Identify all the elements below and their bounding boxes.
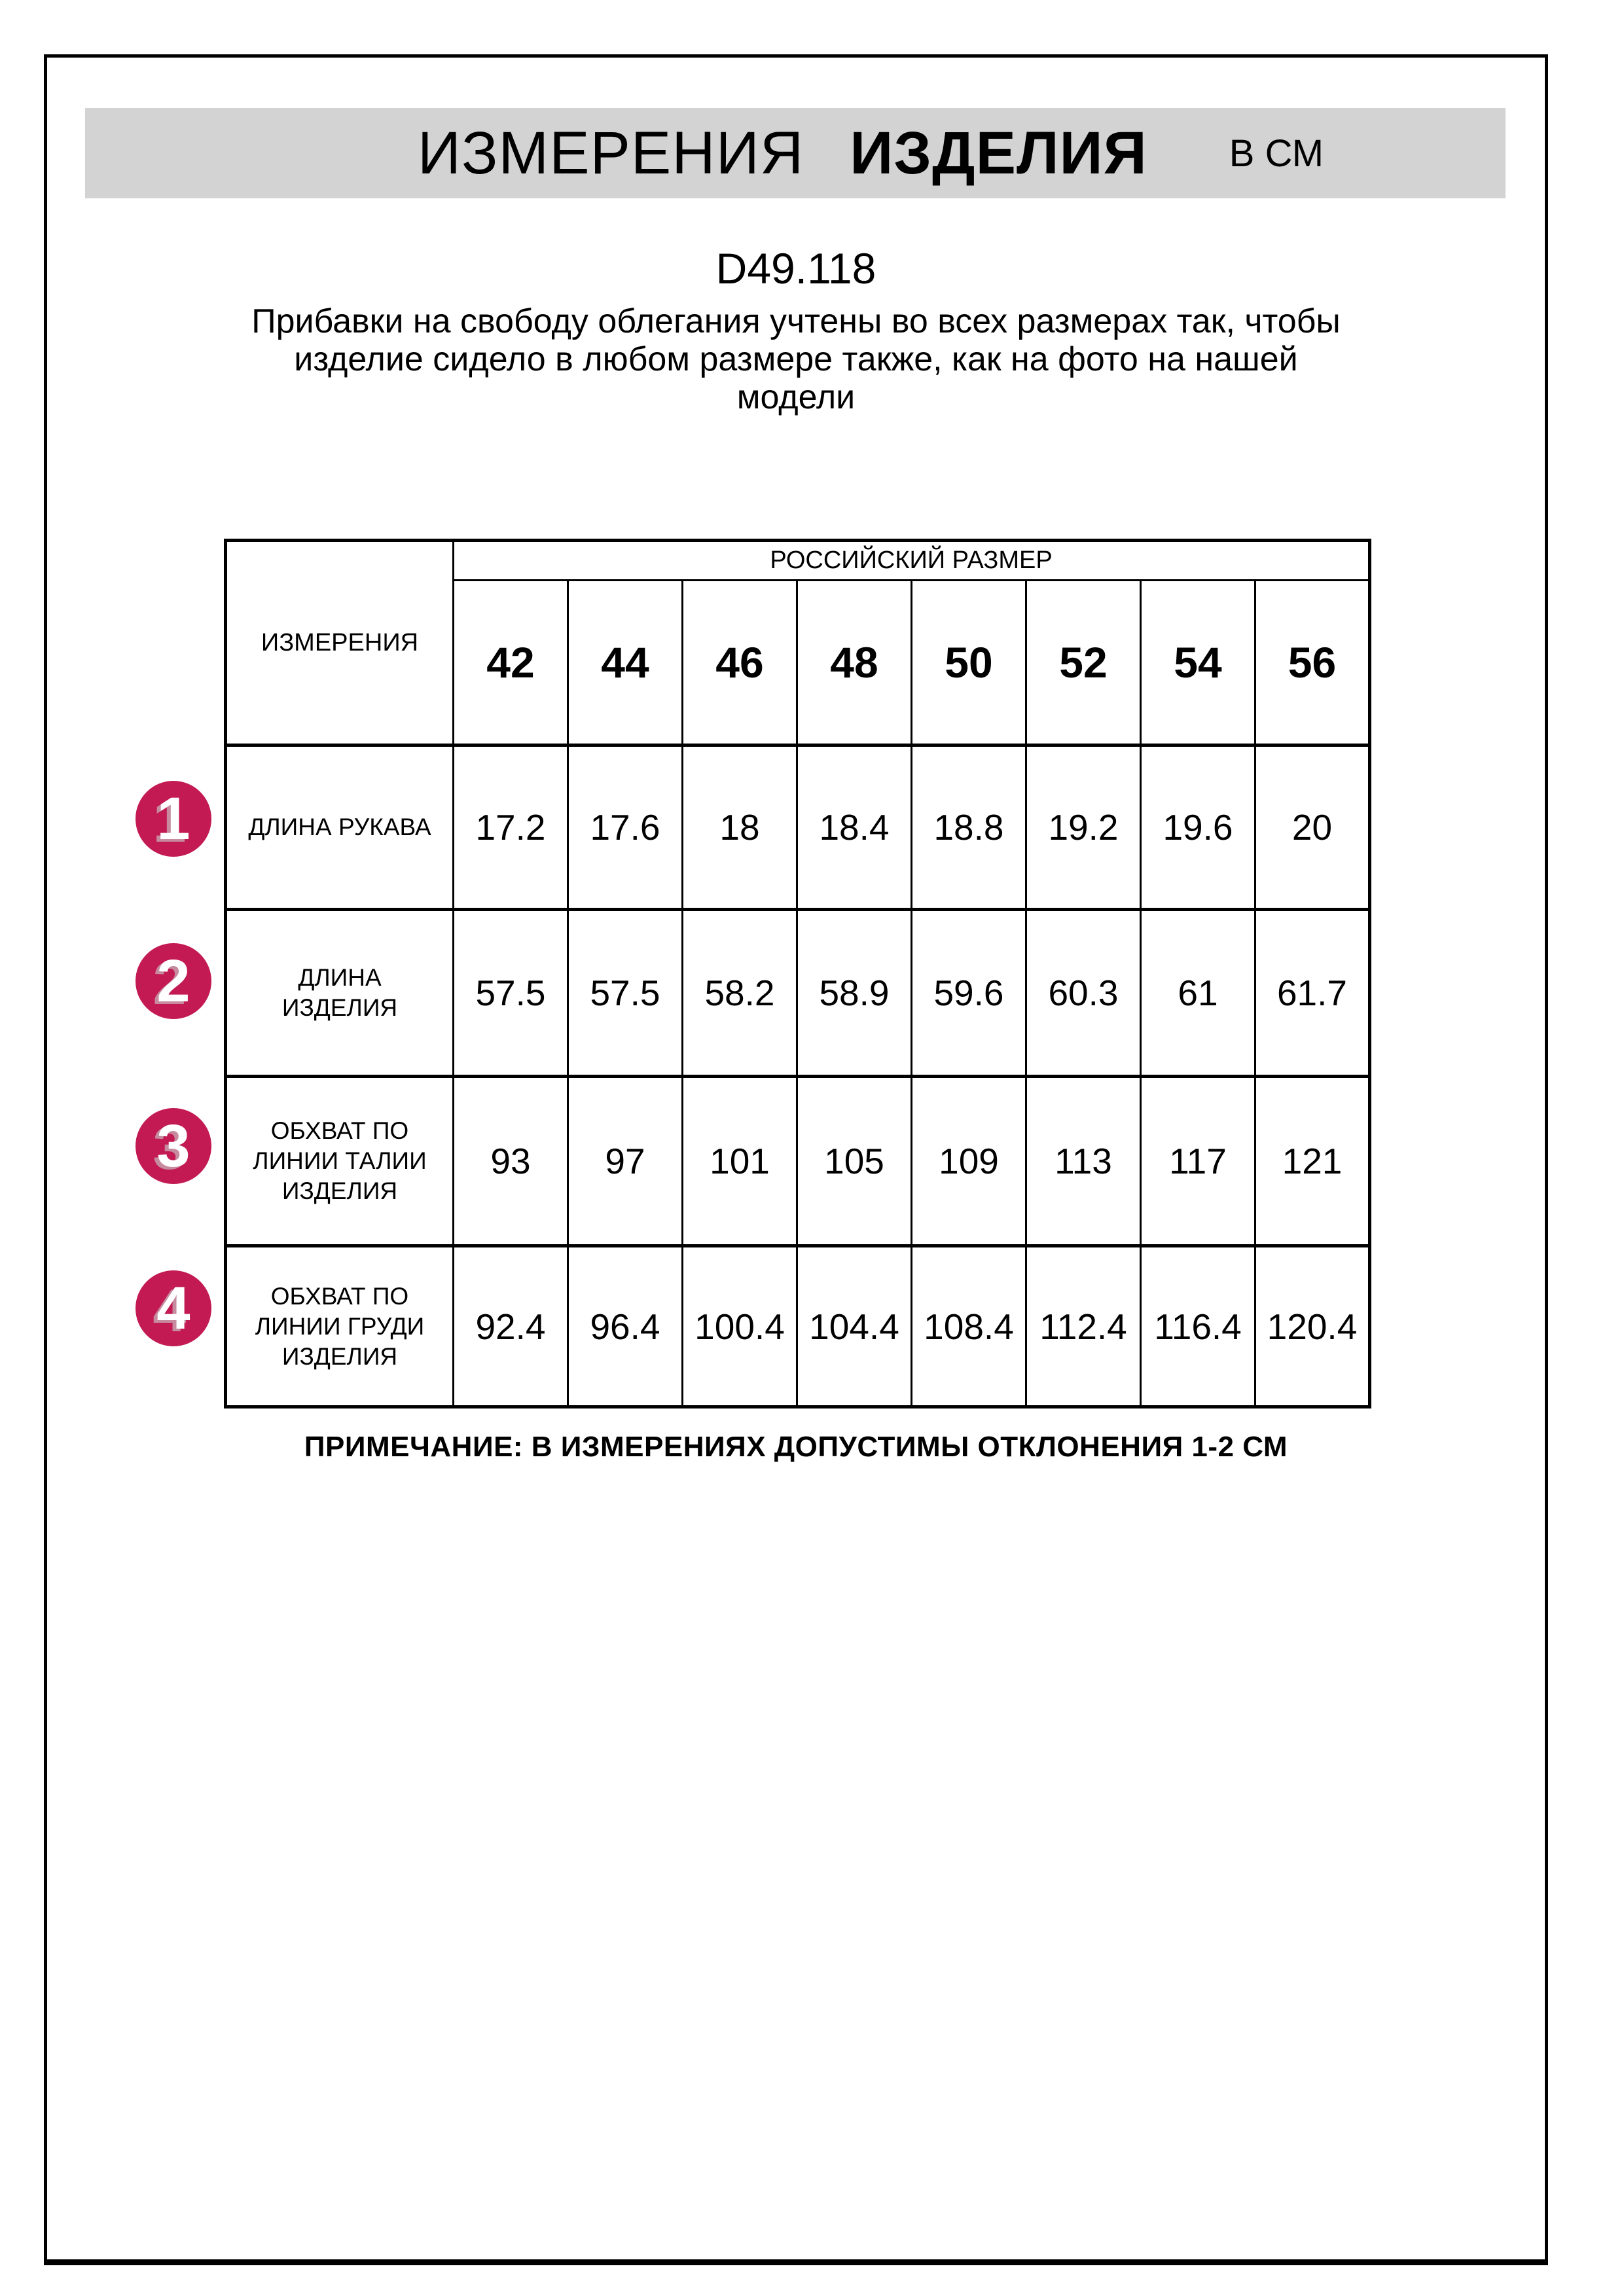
value-cell: 116.4 <box>1141 1246 1255 1407</box>
value-cell: 17.2 <box>454 745 568 910</box>
size-header-cell: 44 <box>568 581 683 745</box>
measurements-table <box>224 539 1371 1408</box>
value-cell: 18.4 <box>797 745 912 910</box>
size-header-cell: 48 <box>797 581 912 745</box>
value-cell: 100.4 <box>683 1246 797 1407</box>
value-cell: 104.4 <box>797 1246 912 1407</box>
row-number-badge: 1 <box>135 781 211 857</box>
value-cell: 113 <box>1026 1077 1141 1246</box>
value-cell: 108.4 <box>912 1246 1026 1407</box>
row-number-badge: 3 <box>135 1108 211 1184</box>
value-cell: 112.4 <box>1026 1246 1141 1407</box>
value-cell: 18.8 <box>912 745 1026 910</box>
value-cell: 18 <box>683 745 797 910</box>
table-row-size-group <box>226 541 1370 581</box>
value-cell: 93 <box>454 1077 568 1246</box>
size-header-cell: 52 <box>1026 581 1141 745</box>
value-cell: 19.2 <box>1026 745 1141 910</box>
size-header-cell: 56 <box>1255 581 1370 745</box>
row-number-badge: 4 <box>135 1270 211 1346</box>
value-cell: 121 <box>1255 1077 1370 1246</box>
value-cell: 19.6 <box>1141 745 1255 910</box>
value-cell: 105 <box>797 1077 912 1246</box>
product-code: D49.118 <box>715 244 876 293</box>
title-banner <box>85 108 1506 198</box>
value-cell: 57.5 <box>568 910 683 1077</box>
value-cell: 109 <box>912 1077 1026 1246</box>
page-title-emphasis: ИЗДЕЛИЯ <box>850 119 1147 187</box>
value-cell: 60.3 <box>1026 910 1141 1077</box>
row-label: ДЛИНА РУКАВА <box>226 745 454 910</box>
value-cell: 20 <box>1255 745 1370 910</box>
row-label: ОБХВАТ ПО ЛИНИИ ТАЛИИ ИЗДЕЛИЯ <box>226 1077 454 1246</box>
row-number-badge: 2 <box>135 943 211 1019</box>
table-row <box>226 1246 1370 1407</box>
value-cell: 101 <box>683 1077 797 1246</box>
value-cell: 97 <box>568 1077 683 1246</box>
size-header-cell: 50 <box>912 581 1026 745</box>
fit-description: Прибавки на свободу облегания учтены во всех размерах так, чтобы изделие сидело в любом размере также, как на фото на нашей модели <box>251 302 1341 416</box>
value-cell: 92.4 <box>454 1246 568 1407</box>
table-row <box>226 1077 1370 1246</box>
table-row <box>226 745 1370 910</box>
size-group-header: РОССИЙСКИЙ РАЗМЕР <box>454 541 1370 581</box>
value-cell: 61 <box>1141 910 1255 1077</box>
size-header-cell: 42 <box>454 581 568 745</box>
value-cell: 57.5 <box>454 910 568 1077</box>
value-cell: 61.7 <box>1255 910 1370 1077</box>
measurements-column-header: ИЗМЕРЕНИЯ <box>226 541 454 745</box>
size-header-cell: 54 <box>1141 581 1255 745</box>
value-cell: 58.2 <box>683 910 797 1077</box>
row-label: ОБХВАТ ПО ЛИНИИ ГРУДИ ИЗДЕЛИЯ <box>226 1246 454 1407</box>
value-cell: 117 <box>1141 1077 1255 1246</box>
row-label: ДЛИНА ИЗДЕЛИЯ <box>226 910 454 1077</box>
size-header-cell: 46 <box>683 581 797 745</box>
units-label: В СМ <box>1229 132 1324 175</box>
value-cell: 59.6 <box>912 910 1026 1077</box>
value-cell: 96.4 <box>568 1246 683 1407</box>
page-title: ИЗМЕРЕНИЯ <box>417 119 804 187</box>
table-row <box>226 910 1370 1077</box>
tolerance-note: ПРИМЕЧАНИЕ: В ИЗМЕРЕНИЯХ ДОПУСТИМЫ ОТКЛОНЕНИЯ 1-2 СМ <box>304 1431 1288 1463</box>
value-cell: 58.9 <box>797 910 912 1077</box>
value-cell: 17.6 <box>568 745 683 910</box>
value-cell: 120.4 <box>1255 1246 1370 1407</box>
